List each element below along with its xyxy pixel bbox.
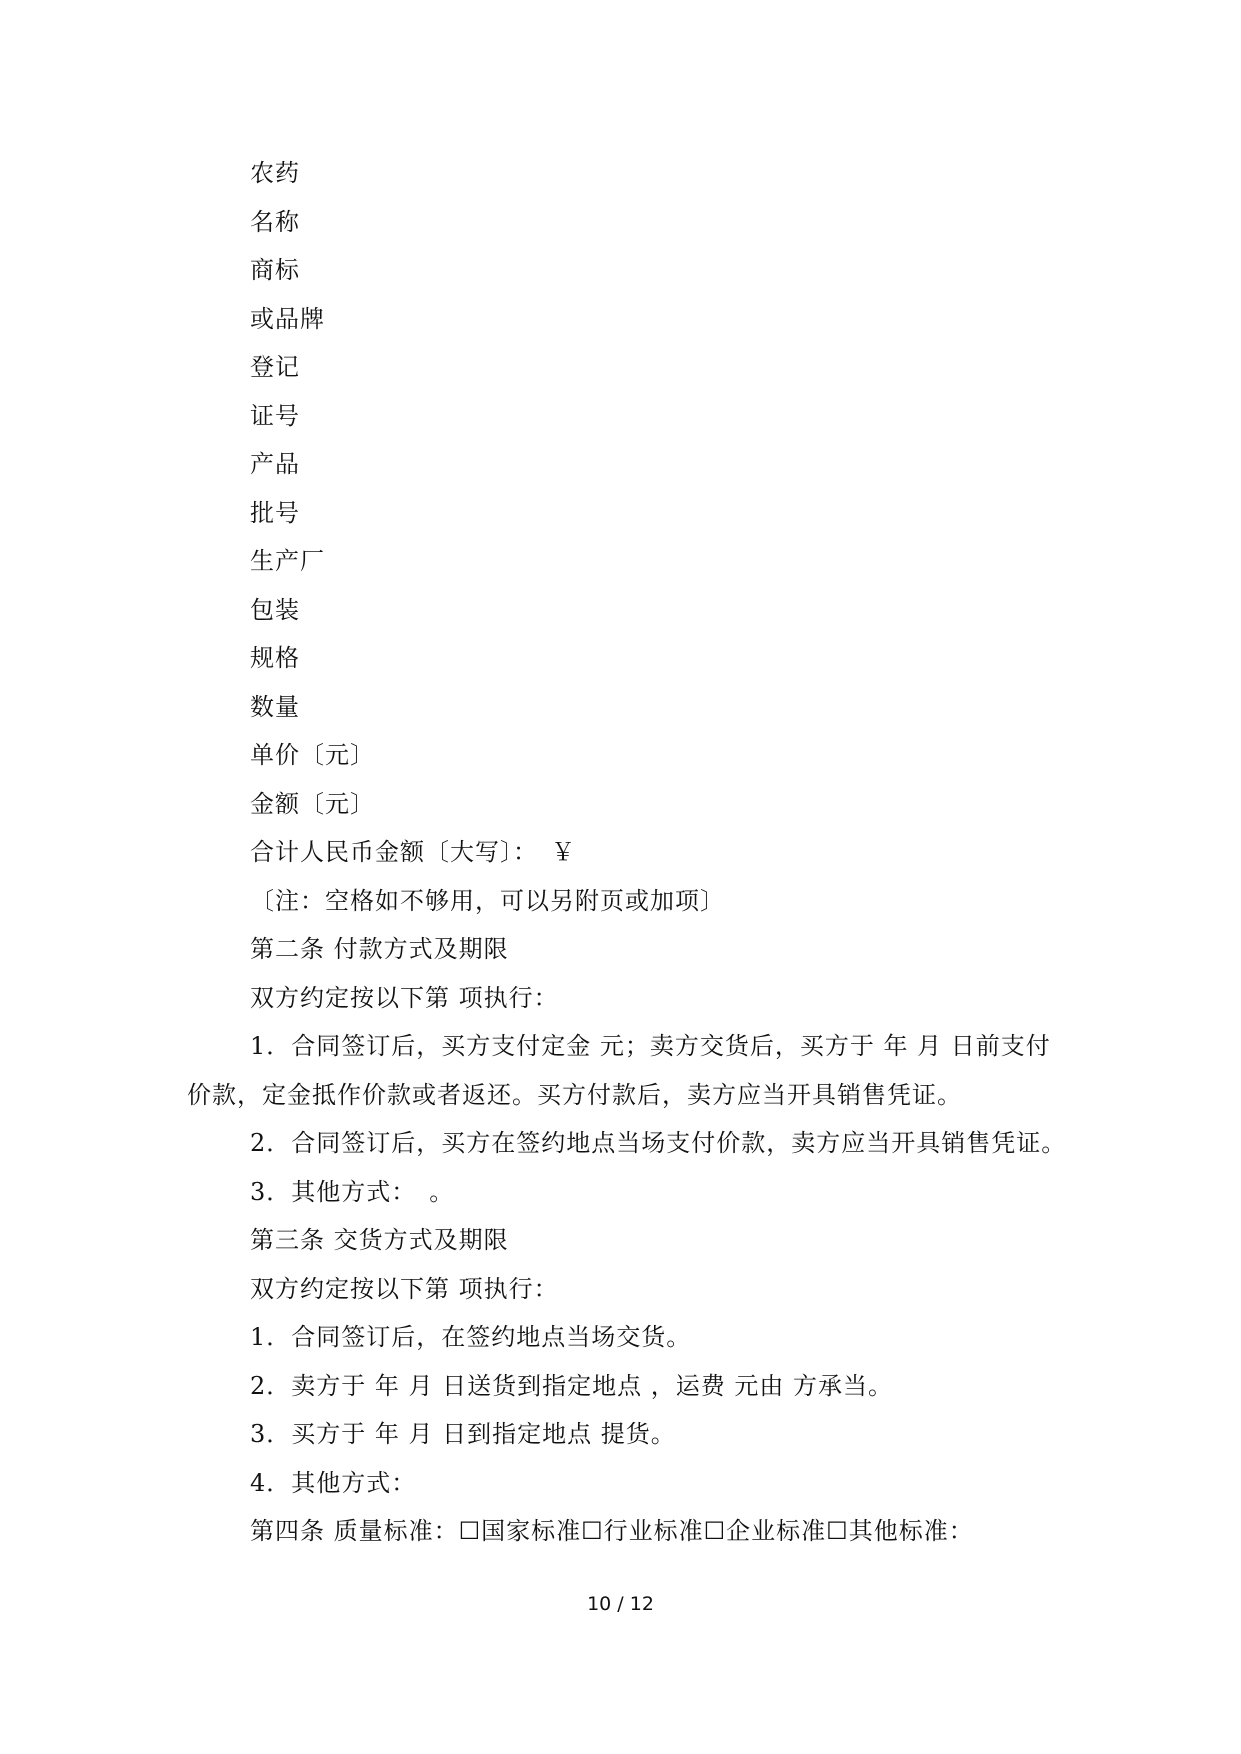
page-number: 10 / 12 (587, 1593, 654, 1615)
text-line: 4．其他方式： (250, 1469, 417, 1497)
section-heading: 第三条 交货方式及期限 (250, 1226, 509, 1254)
text-line: 双方约定按以下第 项执行： (250, 984, 559, 1012)
text-line: 生产厂 (250, 547, 325, 575)
text-line: 批号 (250, 499, 300, 527)
text-line: 单价〔元〕 (250, 741, 375, 769)
text-line: 1．合同签订后，买方支付定金 元；卖方交货后，买方于 年 月 日前支付 (250, 1032, 1051, 1060)
text-line: 2．合同签订后，买方在签约地点当场支付价款，卖方应当开具销售凭证。 (250, 1129, 1067, 1157)
text-line: 产品 (250, 450, 300, 478)
note-line: 〔注：空格如不够用，可以另附页或加项〕 (250, 887, 725, 915)
section-heading: 第二条 付款方式及期限 (250, 935, 509, 963)
text-line: 包装 (250, 596, 300, 624)
text-line: 登记 (250, 353, 300, 381)
text-line: 3．其他方式： 。 (250, 1178, 455, 1206)
section-heading: 第四条 质量标准：☐国家标准☐行业标准☐企业标准☐其他标准： (250, 1517, 974, 1545)
text-line: 农药 (250, 159, 300, 187)
text-line: 金额〔元〕 (250, 790, 375, 818)
text-line: 证号 (250, 402, 300, 430)
total-amount-line: 合计人民币金额〔大写〕： ￥ (250, 838, 576, 866)
text-line-continuation: 价款，定金抵作价款或者返还。买方付款后，卖方应当开具销售凭证。 (187, 1081, 962, 1109)
text-line: 双方约定按以下第 项执行： (250, 1275, 559, 1303)
text-line: 或品牌 (250, 305, 325, 333)
text-line: 1．合同签订后，在签约地点当场交货。 (250, 1323, 692, 1351)
text-line: 名称 (250, 208, 300, 236)
text-line: 商标 (250, 256, 300, 284)
text-line: 数量 (250, 693, 300, 721)
text-line: 规格 (250, 644, 300, 672)
text-line: 3．买方于 年 月 日到指定地点 提货。 (250, 1420, 676, 1448)
text-line: 2．卖方于 年 月 日送货到指定地点 ，运费 元由 方承当。 (250, 1372, 894, 1400)
